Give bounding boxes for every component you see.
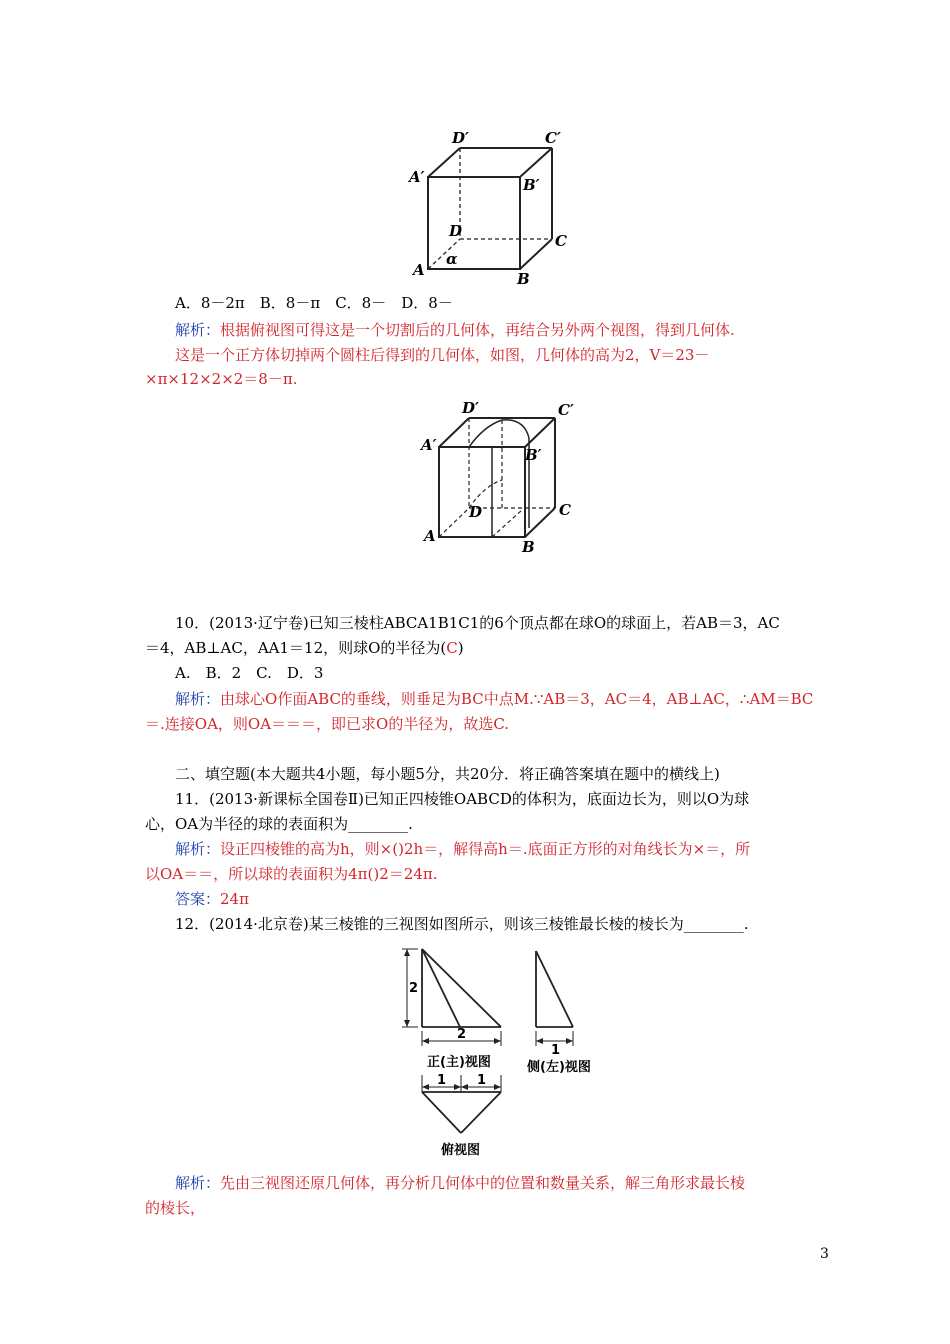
caption-top-view: 俯视图 <box>441 1143 481 1158</box>
label-B: B <box>522 538 535 556</box>
answer-label: 答案： <box>175 890 221 908</box>
q10-line-1: 10．(2013·辽宁卷)已知三棱柱ABCA1B1C1的6个顶点都在球O的球面上，若AB＝3，AC <box>175 614 780 632</box>
solution-label: 解析： <box>175 690 221 708</box>
q11-answer-line <box>175 889 249 909</box>
cut-cube-figure <box>412 398 584 558</box>
q12-solution-text-1: 先由三视图还原几何体，再分析几何体中的位置和数量关系，解三角形求最长棱 <box>220 1174 746 1192</box>
label-D-prime: D′ <box>462 399 479 417</box>
solution-label: 解析： <box>175 321 221 339</box>
q9-options: A．8－2π B．8－π C．8－ D．8－ <box>175 294 453 312</box>
label-A: A <box>424 527 436 545</box>
q10-answer: C <box>446 639 458 657</box>
section-heading: 二、填空题(本大题共4小题，每小题5分，共20分．将正确答案填在题中的横线上) <box>175 765 720 783</box>
three-view-figure <box>397 944 607 1160</box>
q10-line-2-text: ＝4，AB⊥AC，AA1＝12，则球O的半径为( <box>145 639 447 657</box>
q12-solution-line-1 <box>175 1173 745 1193</box>
page-number: 3 <box>820 1246 829 1262</box>
label-D: D <box>469 503 483 521</box>
caption-side-view: 侧(左)视图 <box>527 1060 591 1075</box>
q10-line-2-close: ) <box>457 639 464 657</box>
q11-solution-line-2: 以OA＝＝，所以球的表面积为4π()2＝24π. <box>145 865 438 883</box>
label-A-prime: A′ <box>409 168 425 186</box>
dim-side-width: 1 <box>551 1043 561 1058</box>
q11-solution-text-1: 设正四棱锥的高为h，则×()2h＝，解得高h＝.底面正方形的对角线长为×＝，所 <box>220 840 751 858</box>
label-C-prime: C′ <box>545 129 561 147</box>
dim-top-left: 1 <box>437 1073 447 1088</box>
q11-answer: 24π <box>220 890 249 908</box>
q10-solution-line-2: ＝.连接OA，则OA＝＝＝，即已求O的半径为，故选C. <box>145 715 510 733</box>
q12-line-1: 12．(2014·北京卷)某三棱锥的三视图如图所示，则该三棱锥最长棱的棱长为________. <box>175 915 749 933</box>
cube-figure <box>402 124 582 286</box>
label-B-prime: B′ <box>525 446 542 464</box>
q12-solution-line-2: 的棱长， <box>145 1199 206 1217</box>
dim-top-right: 1 <box>477 1073 487 1088</box>
q10-solution-line-1 <box>175 689 813 709</box>
label-B-prime: B′ <box>523 176 540 194</box>
label-C: C <box>559 501 571 519</box>
label-D: D <box>449 222 463 240</box>
solution-label: 解析： <box>175 840 221 858</box>
dim-front-width: 2 <box>457 1027 467 1042</box>
q9-solution-line-2: 这是一个正方体切掉两个圆柱后得到的几何体，如图，几何体的高为2，V＝23－ <box>175 346 710 364</box>
q11-solution-line-1 <box>175 839 750 859</box>
q11-line-2: 心，OA为半径的球的表面积为________. <box>145 815 413 833</box>
label-A-prime: A′ <box>421 436 437 454</box>
label-C: C <box>555 232 567 250</box>
q9-solution-line-3: ×π×12×2×2＝8－π. <box>145 370 298 388</box>
q10-solution-text-1: 由球心O作面ABC的垂线，则垂足为BC中点M.∵AB＝3，AC＝4，AB⊥AC，∴AM＝BC <box>220 690 814 708</box>
label-alpha: α <box>446 250 458 268</box>
q11-line-1: 11．(2013·新课标全国卷Ⅱ)已知正四棱锥OABCD的体积为，底面边长为，则以O为球 <box>175 790 750 808</box>
q9-solution-text-1: 根据俯视图可得这是一个切割后的几何体，再结合另外两个视图，得到几何体. <box>220 321 735 339</box>
q9-solution-line-1 <box>175 320 735 340</box>
q10-line-2 <box>145 638 464 658</box>
q10-options: A. B．2 C. D．3 <box>175 664 324 682</box>
solution-label: 解析： <box>175 1174 221 1192</box>
caption-front-view: 正(主)视图 <box>427 1055 491 1070</box>
label-C-prime: C′ <box>558 401 574 419</box>
label-A: A <box>413 261 425 279</box>
dim-height: 2 <box>409 981 419 996</box>
label-B: B <box>517 270 530 286</box>
label-D-prime: D′ <box>452 129 469 147</box>
